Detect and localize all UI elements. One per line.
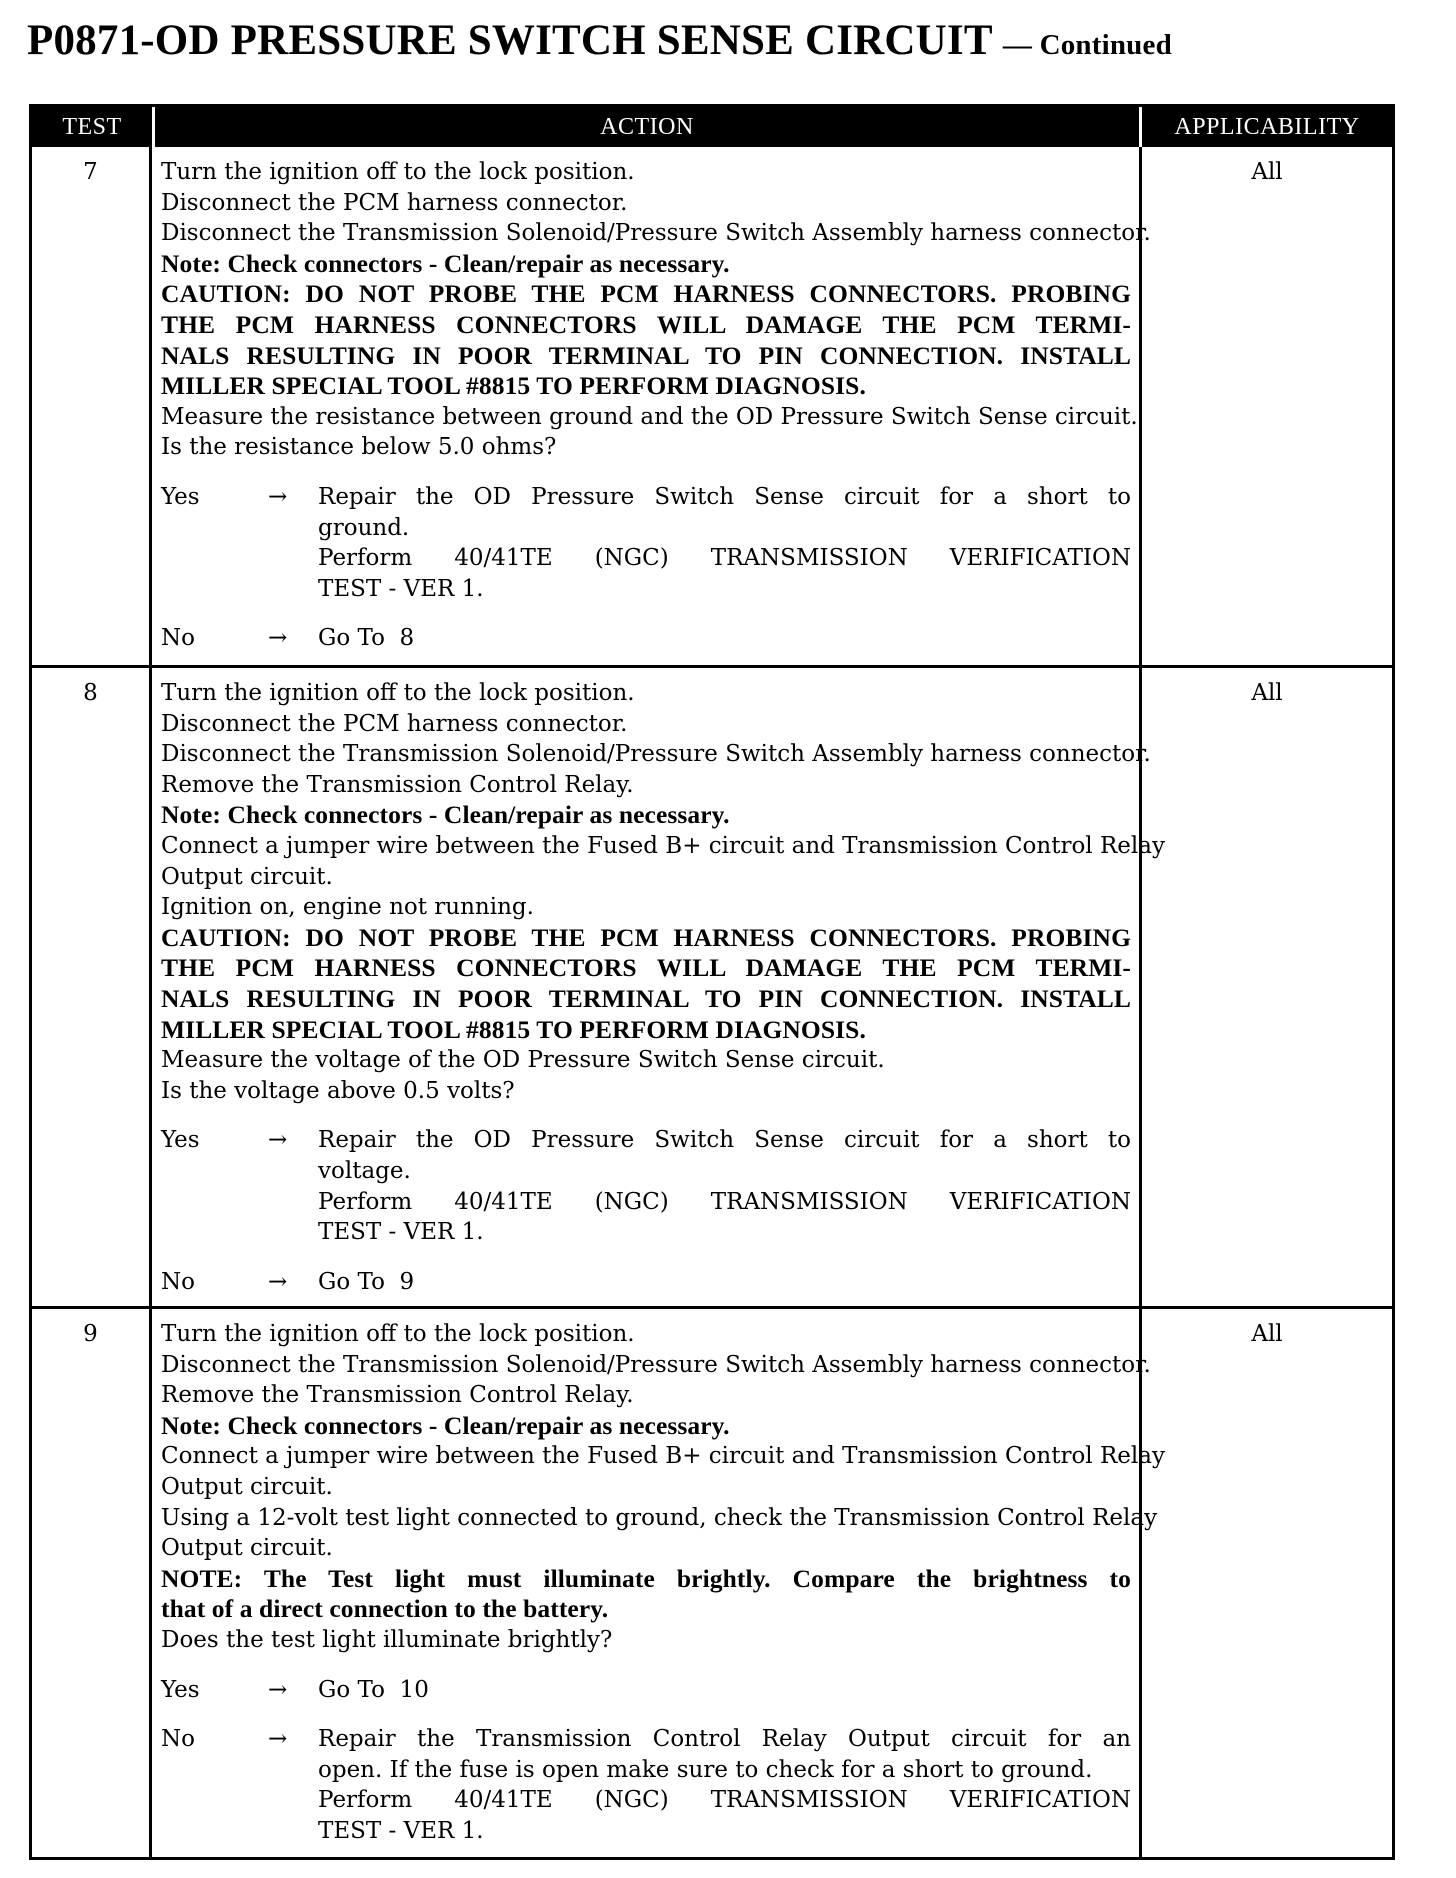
- action-line: Remove the Transmission Control Relay.: [161, 1382, 634, 1409]
- header-test: TEST: [32, 107, 152, 147]
- yes-text: [318, 1125, 1131, 1247]
- caution-line: CAUTION: DO NOT PROBE THE PCM HARNESS CONNECTORS. PROBING: [161, 922, 1131, 952]
- yes-answer: [161, 482, 1131, 604]
- action-line: Disconnect the PCM harness connector.: [161, 189, 628, 216]
- yes-label: Yes: [161, 483, 200, 510]
- arrow-icon: →: [268, 1726, 288, 1753]
- test-number: 9: [32, 1306, 152, 1857]
- action-line: Remove the Transmission Control Relay.: [161, 771, 634, 798]
- note-line: that of a direct connection to the battery.: [161, 1594, 609, 1624]
- page-title: [27, 16, 1172, 65]
- answer-line: Perform 40/41TE (NGC) TRANSMISSION VERIFICATION: [318, 1188, 1131, 1215]
- yes-label: Yes: [161, 1676, 200, 1703]
- header-applicability: APPLICABILITY: [1142, 107, 1392, 147]
- answer-line: Perform 40/41TE (NGC) TRANSMISSION VERIFICATION: [318, 1787, 1131, 1814]
- answer-line: voltage.: [318, 1157, 411, 1184]
- question-line: Is the voltage above 0.5 volts?: [161, 1077, 515, 1104]
- no-answer: [161, 1267, 1131, 1298]
- action-line: Measure the resistance between ground and the OD Pressure Switch Sense circuit.: [161, 403, 1138, 430]
- answer-line: TEST - VER 1.: [318, 1817, 484, 1844]
- arrow-icon: →: [268, 1127, 288, 1154]
- caution-line: CAUTION: DO NOT PROBE THE PCM HARNESS CONNECTORS. PROBING: [161, 279, 1131, 309]
- no-text: [318, 623, 1131, 654]
- question-line: Is the resistance below 5.0 ohms?: [161, 434, 557, 461]
- question-line: Does the test light illuminate brightly?: [161, 1626, 613, 1653]
- arrow-icon: →: [268, 625, 288, 652]
- no-label: No: [161, 625, 195, 652]
- action-line: Ignition on, engine not running.: [161, 894, 534, 921]
- applicability-value: All: [1142, 1306, 1392, 1857]
- caution-line: MILLER SPECIAL TOOL #8815 TO PERFORM DIAGNOSIS.: [161, 371, 866, 401]
- yes-text: [318, 482, 1131, 604]
- answer-line: Go To 8: [318, 625, 415, 652]
- caution-line: NALS RESULTING IN POOR TERMINAL TO PIN CONNECTION. INSTALL: [161, 340, 1131, 370]
- action-line: Turn the ignition off to the lock position.: [161, 1321, 635, 1347]
- yes-answer: [161, 1125, 1131, 1247]
- action-line: Output circuit.: [161, 1473, 333, 1500]
- answer-line: Repair the Transmission Control Relay Output circuit for an: [318, 1726, 1131, 1753]
- action-line: Disconnect the Transmission Solenoid/Pressure Switch Assembly harness connector.: [161, 741, 1151, 768]
- caution-line: THE PCM HARNESS CONNECTORS WILL DAMAGE THE PCM TERMI-: [161, 309, 1131, 339]
- no-answer: [161, 623, 1131, 654]
- arrow-icon: →: [268, 483, 288, 510]
- action-cell: [152, 665, 1165, 1306]
- answer-line: TEST - VER 1.: [318, 575, 484, 602]
- arrow-icon: →: [268, 1268, 288, 1295]
- action-line: Disconnect the PCM harness connector.: [161, 710, 628, 737]
- answer-line: Go To 9: [318, 1268, 415, 1295]
- test-number: 7: [32, 147, 152, 665]
- no-label: No: [161, 1268, 195, 1295]
- yes-text: [318, 1675, 1131, 1706]
- note-line: Note: Check connectors - Clean/repair as necessary.: [161, 1410, 730, 1440]
- caution-line: NALS RESULTING IN POOR TERMINAL TO PIN CONNECTION. INSTALL: [161, 983, 1131, 1013]
- action-cell: [152, 1306, 1165, 1857]
- arrow-icon: →: [268, 1676, 288, 1703]
- action-cell: [152, 147, 1151, 665]
- action-line: Disconnect the Transmission Solenoid/Pressure Switch Assembly harness connector.: [161, 220, 1151, 247]
- no-text: [318, 1267, 1131, 1298]
- action-line: Measure the voltage of the OD Pressure Switch Sense circuit.: [161, 1047, 885, 1074]
- action-line: Using a 12-volt test light connected to ground, check the Transmission Control Relay: [161, 1504, 1158, 1531]
- no-label: No: [161, 1726, 195, 1753]
- note-line: Note: Check connectors - Clean/repair as necessary.: [161, 248, 730, 278]
- applicability-value: All: [1142, 665, 1392, 1306]
- answer-line: ground.: [318, 514, 410, 541]
- answer-line: open. If the fuse is open make sure to check for a short to ground.: [318, 1756, 1093, 1783]
- answer-line: Repair the OD Pressure Switch Sense circuit for a short to: [318, 1127, 1131, 1154]
- no-text: [318, 1724, 1131, 1846]
- action-line: Connect a jumper wire between the Fused B+ circuit and Transmission Control Relay: [161, 1443, 1165, 1470]
- action-line: Connect a jumper wire between the Fused B+ circuit and Transmission Control Relay: [161, 832, 1165, 859]
- yes-label: Yes: [161, 1127, 200, 1154]
- note-line: Note: Check connectors - Clean/repair as necessary.: [161, 800, 730, 830]
- action-line: Turn the ignition off to the lock position.: [161, 680, 635, 706]
- yes-answer: [161, 1675, 1131, 1706]
- answer-line: Repair the OD Pressure Switch Sense circuit for a short to: [318, 483, 1131, 510]
- action-line: Disconnect the Transmission Solenoid/Pressure Switch Assembly harness connector.: [161, 1351, 1151, 1378]
- answer-line: Perform 40/41TE (NGC) TRANSMISSION VERIFICATION: [318, 545, 1131, 572]
- action-line: Output circuit.: [161, 1535, 333, 1562]
- diagnostic-table: [29, 104, 1395, 1860]
- action-line: Output circuit.: [161, 863, 333, 890]
- page-title-text: P0871-OD PRESSURE SWITCH SENSE CIRCUIT: [27, 17, 992, 64]
- action-line: Turn the ignition off to the lock position.: [161, 159, 635, 185]
- no-answer: [161, 1724, 1131, 1846]
- continued-label: — Continued: [1002, 29, 1172, 61]
- test-number: 8: [32, 665, 152, 1306]
- applicability-value: All: [1251, 159, 1283, 185]
- answer-line: TEST - VER 1.: [318, 1219, 484, 1246]
- answer-line: Go To 10: [318, 1676, 429, 1703]
- note-line: NOTE: The Test light must illuminate brightly. Compare the brightness to: [161, 1563, 1131, 1593]
- caution-line: THE PCM HARNESS CONNECTORS WILL DAMAGE THE PCM TERMI-: [161, 953, 1131, 983]
- caution-line: MILLER SPECIAL TOOL #8815 TO PERFORM DIAGNOSIS.: [161, 1014, 866, 1044]
- header-action: ACTION: [152, 107, 1142, 147]
